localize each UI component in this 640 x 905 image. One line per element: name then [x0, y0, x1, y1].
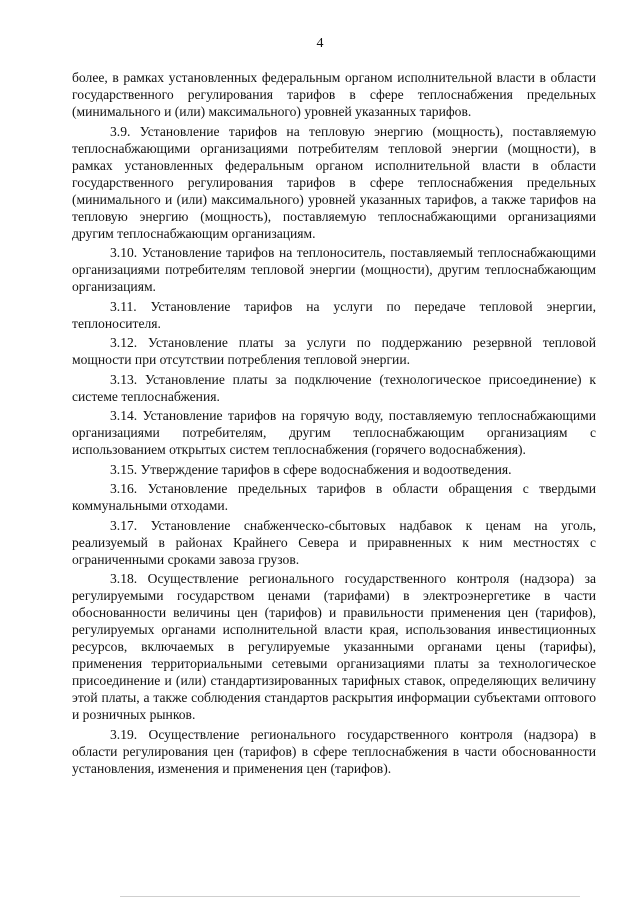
document-body [72, 69, 596, 777]
paragraph-3-9: 3.9. Установление тарифов на тепловую энергию (мощность), поставляемую теплоснабжающими организациями потребителям тепловой энергии (мощности), в рамках установленных федеральным органом исполнительной власти в области государственного регулирования тарифов в сфере теплоснабжения предельных (минимального и (или) максимального) уровней указанных тарифов, а также тарифов на тепловую энергию (мощность), поставляемую теплоснабжающими организациями другим теплоснабжающим организациям. [72, 123, 596, 241]
page-number: 4 [316, 36, 324, 51]
scan-edge-line [120, 896, 580, 897]
paragraph-3-13: 3.13. Установление платы за подключение (технологическое присоединение) к системе теплоснабжения. [72, 371, 596, 404]
paragraph-3-10: 3.10. Установление тарифов на теплоноситель, поставляемый теплоснабжающими организациями потребителям тепловой энергии (мощности), другим теплоснабжающим организациям. [72, 245, 596, 294]
paragraph-3-12: 3.12. Установление платы за услуги по поддержанию резервной тепловой мощности при отсутствии потребления тепловой энергии. [72, 335, 596, 367]
paragraph-3-11: 3.11. Установление тарифов на услуги по передаче тепловой энергии, теплоносителя. [72, 298, 596, 331]
paragraph-3-18: 3.18. Осуществление регионального государственного контроля (надзора) за регулируемыми государством ценами (тарифами) в электроэнергетике в части обоснованности величины цен (тарифов) и правильности применения цен (тарифов), регулируемых органами исполнительной власти края, использования инвестиционных ресурсов, включаемых в регулируемые указанными органами цены (тарифы), применения территориальными сетевыми организациями платы за технологическое присоединение и (или) стандартизированных тарифных ставок, определяющих величину этой платы, а также соблюдения стандартов раскрытия информации субъектами оптового и розничных рынков. [72, 571, 596, 722]
paragraph-3-14: 3.14. Установление тарифов на горячую воду, поставляемую теплоснабжающими организациями потребителям, другим теплоснабжающим организациям с использованием открытых систем теплоснабжения (горячего водоснабжения). [72, 408, 596, 457]
paragraph-3-19: 3.19. Осуществление регионального государственного контроля (надзора) в области регулирования цен (тарифов) в сфере теплоснабжения в части обоснованности установления, изменения и применения цен (тарифов). [72, 726, 596, 776]
paragraph-3-15: 3.15. Утверждение тарифов в сфере водоснабжения и водоотведения. [110, 461, 512, 477]
paragraph-3-16: 3.16. Установление предельных тарифов в области обращения с твердыми коммунальными отходами. [72, 481, 596, 513]
paragraph-3-17: 3.17. Установление снабженческо-сбытовых надбавок к ценам на уголь, реализуемый в районах Крайнего Севера и приравненных к ним местностях с ограниченными сроками завоза грузов. [72, 517, 596, 567]
paragraph-continuation: более, в рамках установленных федеральным органом исполнительной власти в области государственного регулирования тарифов в сфере теплоснабжения предельных (минимального и (или) максимального) уровней указанных тарифов. [72, 70, 596, 119]
